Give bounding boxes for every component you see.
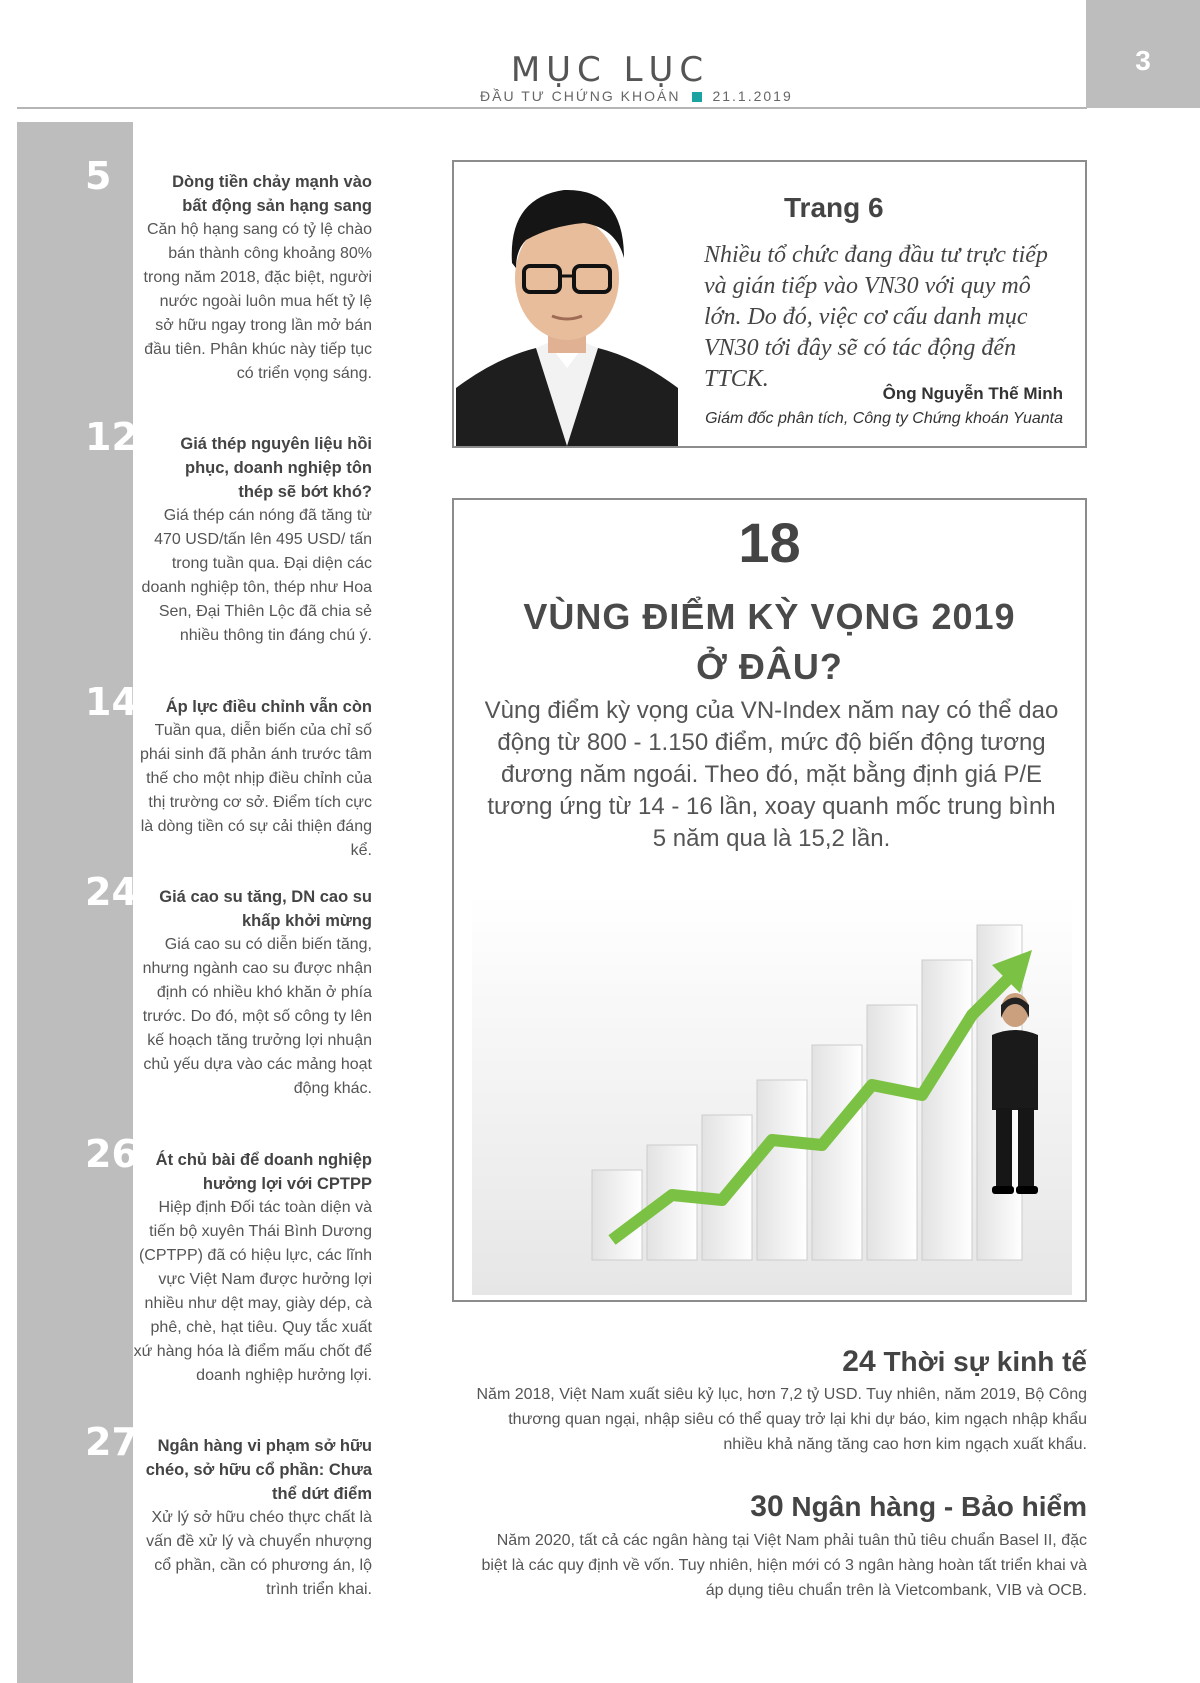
toc-title: Dòng tiền chảy mạnh vào bất động sản hạng sang <box>172 173 372 215</box>
page-number-tab <box>1086 0 1200 108</box>
toc-title: Át chủ bài để doanh nghiệp hưởng lợi với CPTPP <box>155 1151 372 1193</box>
interviewee-role: Giám đốc phân tích, Công ty Chứng khoán Yuanta <box>705 410 1063 427</box>
toc-item[interactable] <box>0 150 372 410</box>
issue-date: 21.1.2019 <box>712 88 793 104</box>
toc-title: Giá cao su tăng, DN cao su khấp khởi mừng <box>159 888 372 930</box>
section-summary: Năm 2018, Việt Nam xuất siêu kỷ lục, hơn 7,2 tỷ USD. Tuy nhiên, năm 2019, Bộ Công thương quan ngại, nhập siêu có thể quay trở lại khi dự báo, kim ngạch nhập khẩu nhiều khả năng tăng cao hơn kim ngạch xuất khẩu. <box>476 1386 1087 1453</box>
header-subtitle <box>480 88 800 104</box>
toc-description: Hiệp định Đối tác toàn diện và tiến bộ xuyên Thái Bình Dương (CPTPP) đã có hiệu lực, các lĩnh vực Việt Nam được hưởng lợi nhiều như dệt may, giày dép, cà phê, chè, hạt tiêu. Quy tắc xuất xứ hàng hóa là điểm mấu chốt để doanh nghiệp hưởng lợi. <box>133 1199 372 1384</box>
interview-page-ref: Trang 6 <box>784 192 884 223</box>
interview-box[interactable] <box>452 160 1087 448</box>
toc-item[interactable] <box>0 1420 372 1610</box>
header-title: MỤC LỤC <box>510 50 710 90</box>
page-number: 3 <box>1135 45 1151 76</box>
interview-quote: Nhiều tổ chức đang đầu tư trực tiếp và gián tiếp vào VN30 với quy mô lớn. Do đó, việc cơ cấu danh mục VN30 tới đây sẽ có tác động đến TTCK. <box>704 242 1048 392</box>
section-heading[interactable] <box>842 1345 1087 1379</box>
page-header <box>0 0 1200 110</box>
portrait-photo <box>456 168 678 446</box>
feature-title-line-2: Ở ĐÂU? <box>696 646 843 687</box>
toc-item[interactable] <box>0 1132 372 1422</box>
section-title: Thời sự kinh tế <box>883 1346 1087 1377</box>
section-page-number: 24 <box>842 1345 876 1378</box>
toc-description: Tuần qua, diễn biến của chỉ số phái sinh đã phản ánh trước tâm thế cho một nhịp điều chỉnh của thị trường cơ sở. Điểm tích cực là dòng tiền có sự cải thiện đáng kể. <box>139 722 372 859</box>
businessman-figure <box>980 990 1050 1200</box>
header-divider <box>17 107 1087 109</box>
section-heading[interactable] <box>750 1490 1087 1524</box>
toc-item[interactable] <box>0 680 372 860</box>
toc-description: Căn hộ hạng sang có tỷ lệ chào bán thành công khoảng 80% trong năm 2018, đặc biệt, người nước ngoài luôn mua hết tỷ lệ sở hữu ngay trong lần mở bán đầu tiên. Phân khúc này tiếp tục có triển vọng sáng. <box>143 221 372 382</box>
toc-description: Xử lý sở hữu chéo thực chất là vấn đề xử lý và chuyển nhượng cổ phần, cần có phương án, lộ trình triển khai. <box>146 1509 372 1598</box>
toc-page-number: 24 <box>85 870 138 914</box>
feature-description: Vùng điểm kỳ vọng của VN-Index năm nay có thể dao động từ 800 - 1.150 điểm, mức độ biến động tương đương năm ngoái. Theo đó, mặt bằng định giá P/E tương ứng từ 14 - 16 lần, xoay quanh mốc trung bình 5 năm qua là 15,2 lần. <box>484 697 1059 852</box>
toc-item[interactable] <box>0 415 372 675</box>
toc-page-number: 27 <box>85 1420 138 1464</box>
toc-item[interactable] <box>0 870 372 1130</box>
toc-title: Ngân hàng vi phạm sở hữu chéo, sở hữu cổ phần: Chưa thể dứt điểm <box>145 1437 372 1503</box>
toc-page-number: 12 <box>85 415 138 459</box>
section-summary: Năm 2020, tất cả các ngân hàng tại Việt Nam phải tuân thủ tiêu chuẩn Basel II, đặc biệt là các quy định về vốn. Tuy nhiên, hiện mới có 3 ngân hàng hoàn tất triển khai và áp dụng tiêu chuẩn trên là Vietcombank, VIB và OCB. <box>481 1532 1087 1599</box>
toc-page-number: 5 <box>85 154 112 198</box>
square-bullet-icon <box>692 92 702 102</box>
feature-title <box>454 592 1085 692</box>
toc-description: Giá cao su có diễn biến tăng, nhưng ngành cao su được nhận định có nhiều khó khăn ở phía trước. Do đó, một số công ty lên kế hoạch tăng trưởng lợi nhuận chủ yếu dựa vào các mảng hoạt động khác. <box>142 936 372 1097</box>
toc-title: Giá thép nguyên liệu hồi phục, doanh nghiệp tôn thép sẽ bớt khó? <box>180 435 372 501</box>
feature-title-line-1: VÙNG ĐIỂM KỲ VỌNG 2019 <box>523 596 1016 637</box>
section-title: Ngân hàng - Bảo hiểm <box>791 1491 1087 1522</box>
toc-title: Áp lực điều chỉnh vẫn còn <box>165 698 372 716</box>
section-page-number: 30 <box>750 1490 784 1523</box>
toc-description: Giá thép cán nóng đã tăng từ 470 USD/tấn lên 495 USD/ tấn trong tuần qua. Đại diện các doanh nghiệp tôn, thép như Hoa Sen, Đại Thiên Lộc đã chia sẻ nhiều thông tin đáng chú ý. <box>141 507 372 644</box>
interviewee-name: Ông Nguyễn Thế Minh <box>882 384 1063 403</box>
toc-page-number: 14 <box>85 680 138 724</box>
feature-page-number: 18 <box>738 511 801 574</box>
magazine-name: ĐẦU TƯ CHỨNG KHOÁN <box>480 88 681 104</box>
toc-page-number: 26 <box>85 1132 138 1176</box>
